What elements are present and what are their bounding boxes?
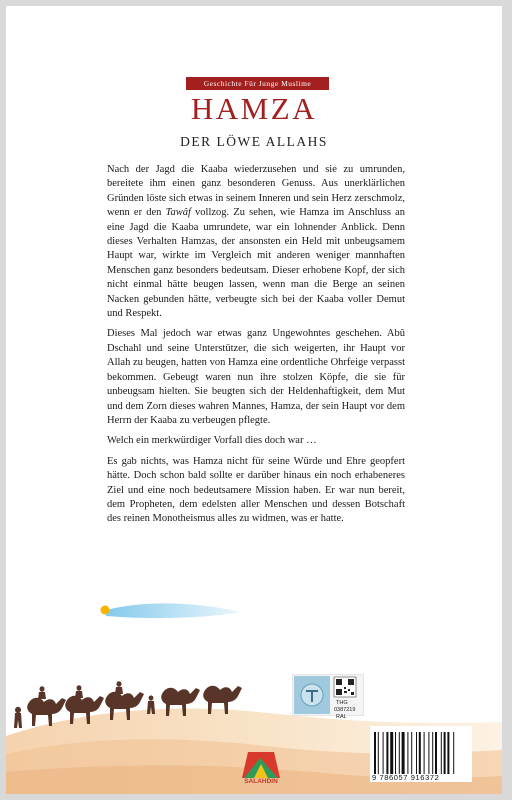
barcode-bar (395, 732, 396, 774)
book-subtitle: DER LÖWE ALLAHS (180, 134, 328, 149)
tawaf-term: Tawâf (165, 207, 191, 219)
paragraph-3: Welch ein merkwürdiger Vorfall dies doch war … (107, 435, 317, 447)
barcode-bar (435, 732, 437, 774)
barcode-bar (444, 732, 446, 774)
barcode-bar (441, 732, 442, 774)
paragraph-1: Nach der Jagd die Kaaba wiederzusehen und sie zu umrunden, bereitete ihm einen ganz besonderen Genuss. Aus unerklärlichen Gründen löste sich etwas in seinem Inneren und sein Herz zerschmolz, wenn er den Tawâf vollzog. Zu sehen, wie Hamza im Anschluss an eine Jagd die Kaaba umrundete, war ein lohnender Anblick. Denn dieses Verhalten Hamzas, der ansonsten ein Held mit unbeugsamem Haupt war, wirkte im Vergleich mit anderen weniger mannhaften Menschen ganz besonders bedeutsam. Dieser erhobene Kopf, der sich nicht einmal hätte beugen lassen, wenn man die Berge an seinen Nacken gebunden hätte, verbeugte sich bei der Kaaba voller Demut und Respekt. (107, 164, 406, 320)
paragraph-2: Dieses Mal jedoch war etwas ganz Ungewohntes geschehen. Abû Dschahl und seine Unterstützer, die sich weigerten, ihr Haupt vor Allah zu beugen, hatten von Hamza eine ordentliche Ohrfeige verpasst bekommen. Gebeugt waren nun ihre stolzen Köpfe, die sie für unbeugsam hielten. Sie beugten sich der Heldenhaftigkeit, dem Mut und dem Zorn dieses wahren Mannes, Hamza, der sein Haupt vor dem Herrn der Kaaba zu verbeugen pflegte. (107, 328, 405, 426)
sticker-number: 0387219 (334, 707, 356, 713)
paragraph-4: Es gab nichts, was Hamza nicht für seine Würde und Ehre geopfert hätte. Doch schon bald sollte er darüber hinaus ein noch erhabeneres Ziel und eine noch bedeutsamere Mission haben. Er war nun bereit, dem Propheten, dem edelsten aller Menschen und dessen Botschaft des reinen Monotheismus alles zu widmen, was er hatte. (107, 455, 405, 525)
book-title: HAMZA (190, 91, 318, 126)
barcode-bar (416, 732, 417, 774)
back-cover (6, 6, 502, 794)
barcode-bar (411, 732, 412, 774)
sticker-code-label: THG (336, 700, 348, 706)
barcode-bar (428, 732, 429, 774)
blurb-text (107, 163, 405, 533)
series-label: Geschichte Für Junge Muslime (203, 79, 312, 88)
sticker-suffix: RAL (336, 714, 347, 720)
publisher-name: SALAHDIN (244, 778, 278, 785)
salahdin-logo-icon (234, 748, 288, 780)
barcode-bar (386, 732, 388, 774)
barcode-bar (424, 732, 425, 774)
barcode-bar (390, 732, 393, 774)
barcode-bar (432, 732, 433, 774)
publisher-logo (234, 748, 288, 792)
barcode-bar (378, 732, 379, 774)
barcode-bar (374, 732, 376, 774)
barcode-bar (447, 732, 449, 774)
isbn-digits: 9 786057 916372 (372, 773, 440, 782)
barcode-bar (453, 732, 454, 774)
barcode-bar (402, 732, 405, 774)
series-badge (186, 77, 329, 90)
barcode-bar (419, 732, 421, 774)
barcode-bar (383, 732, 384, 774)
barcode-bar (407, 732, 408, 774)
barcode-bar (399, 732, 400, 774)
